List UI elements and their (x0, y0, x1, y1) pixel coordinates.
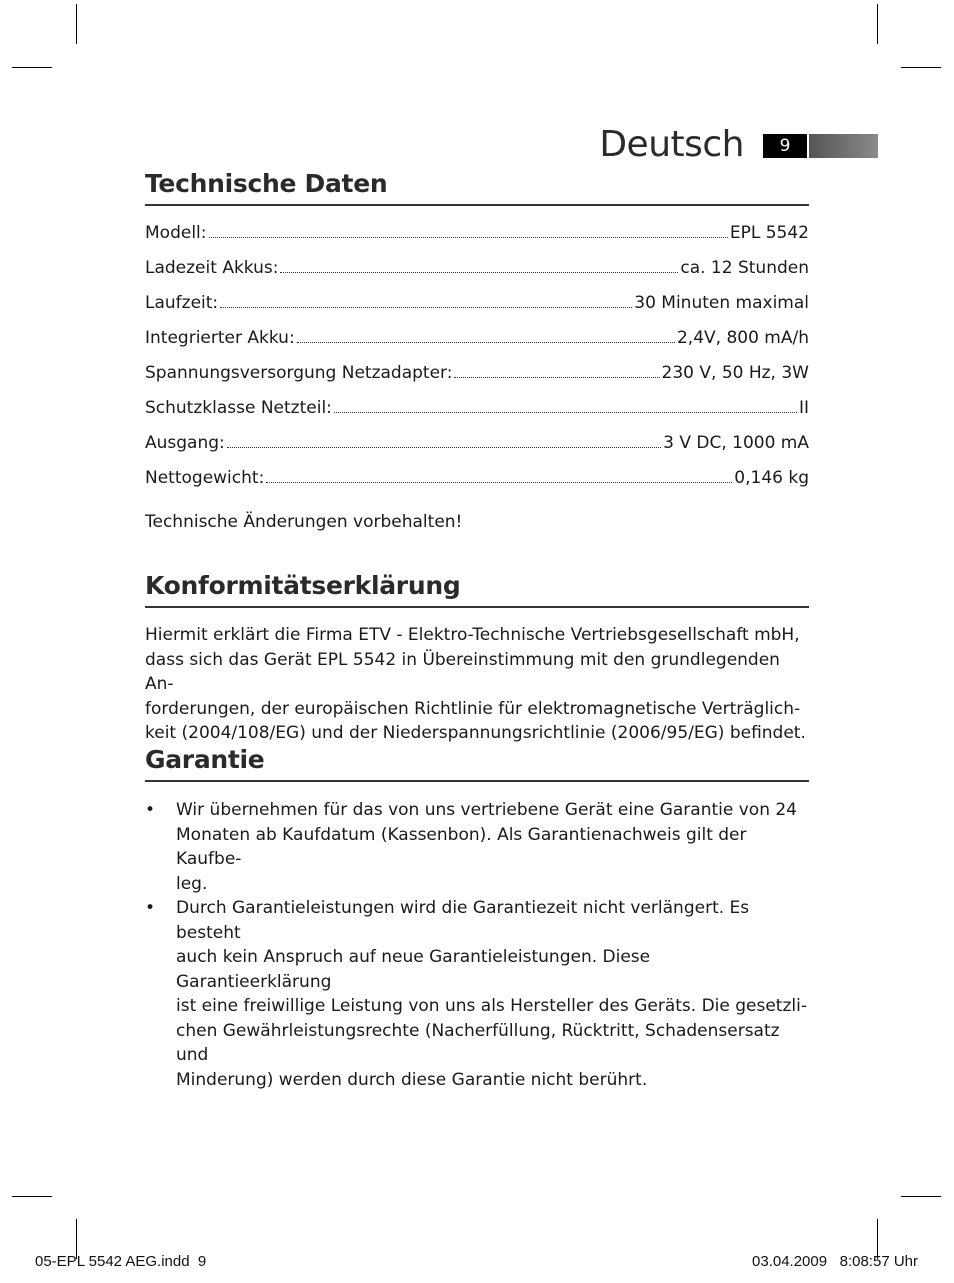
spec-value: 2,4V, 800 mA/h (676, 328, 809, 348)
footer-date: 03.04.2009 (752, 1253, 828, 1270)
crop-mark (901, 67, 941, 68)
dot-leader (297, 341, 675, 343)
dot-leader (266, 481, 732, 483)
warranty-item-line: leg. (176, 873, 208, 894)
spec-value: EPL 5542 (729, 223, 809, 243)
spec-row (145, 292, 809, 327)
spec-value: ca. 12 Stunden (680, 258, 809, 278)
spec-label: Integrierter Akku: (145, 328, 295, 348)
warranty-item-line: Durch Garantieleistungen wird die Garantiezeit nicht verlängert. Es besteht (176, 898, 750, 943)
crop-mark (901, 1196, 941, 1197)
dot-leader (220, 306, 632, 308)
warranty-item-line: Minderung) werden durch diese Garantie nicht berührt. (176, 1069, 648, 1090)
technical-note: Technische Änderungen vorbehalten! (145, 512, 463, 532)
conformity-line: Hiermit erklärt die Firma ETV - Elektro-Technische Vertriebsgesellschaft mbH, (145, 625, 800, 645)
crop-mark (12, 67, 52, 68)
spec-label: Ladezeit Akkus: (145, 258, 279, 278)
warranty-item-line: ist eine freiwillige Leistung von uns als Hersteller des Geräts. Die gesetzli- (176, 996, 807, 1016)
spec-label: Modell: (145, 223, 207, 243)
spec-list (145, 222, 809, 502)
spec-row (145, 327, 809, 362)
conformity-line: dass sich das Gerät EPL 5542 in Übereinstimmung mit den grundlegenden An- (145, 649, 780, 694)
warranty-item (145, 798, 809, 896)
spec-value: 230 V, 50 Hz, 3W (661, 363, 809, 383)
spec-value: 3 V DC, 1000 mA (663, 433, 809, 453)
dot-leader (280, 271, 678, 273)
spec-label: Schutzklasse Netzteil: (145, 398, 332, 418)
dot-leader (227, 446, 661, 448)
footer-time: 8:08:57 Uhr (839, 1253, 918, 1270)
spec-row (145, 467, 809, 502)
conformity-section (145, 570, 809, 746)
spec-value: 0,146 kg (734, 468, 809, 488)
spec-label: Laufzeit: (145, 293, 219, 313)
conformity-heading: Konformitätserklärung (145, 570, 809, 608)
dot-leader (209, 236, 728, 238)
footer-file-info (35, 1253, 206, 1270)
bullet-icon: • (145, 800, 156, 820)
dot-leader (334, 411, 797, 413)
spec-label: Spannungsversorgung Netzadapter: (145, 363, 453, 383)
crop-mark (12, 1196, 52, 1197)
technical-data-heading: Technische Daten (145, 168, 809, 206)
conformity-line: keit (2004/108/EG) und der Niederspannungsrichtlinie (2006/95/EG) befindet. (145, 723, 806, 743)
technical-data-section (145, 168, 809, 535)
bullet-icon: • (145, 898, 156, 918)
page-number-badge: 9 (763, 134, 807, 158)
footer-file-name: 05-EPL 5542 AEG.indd (35, 1253, 190, 1270)
spec-row (145, 362, 809, 397)
spec-value: II (798, 398, 809, 418)
spec-label: Ausgang: (145, 433, 225, 453)
warranty-item-line: auch kein Anspruch auf neue Garantieleistungen. Diese Garantieerklärung (176, 947, 651, 992)
warranty-item (145, 896, 809, 1092)
spec-row (145, 222, 809, 257)
warranty-heading: Garantie (145, 744, 809, 782)
footer-timestamp (752, 1253, 918, 1270)
footer-page-number: 9 (197, 1253, 207, 1270)
spec-value: 30 Minuten maximal (634, 293, 809, 313)
language-title: Deutsch (599, 124, 744, 165)
warranty-item-line: Monaten ab Kaufdatum (Kassenbon). Als Garantienachweis gilt der Kaufbe- (176, 824, 747, 869)
spec-label: Nettogewicht: (145, 468, 265, 488)
crop-mark (877, 4, 878, 44)
conformity-line: forderungen, der europäischen Richtlinie für elektromagnetische Verträglich- (145, 698, 801, 719)
warranty-list (145, 798, 809, 1092)
warranty-item-line: chen Gewährleistungsrechte (Nacherfüllung, Rücktritt, Schadensersatz und (176, 1020, 780, 1065)
spec-row (145, 257, 809, 292)
conformity-paragraph (145, 623, 809, 746)
spec-row (145, 432, 809, 467)
spec-row (145, 397, 809, 432)
crop-mark (76, 4, 77, 44)
dot-leader (454, 376, 659, 378)
page-header-bar (809, 134, 878, 158)
warranty-section (145, 744, 809, 1092)
warranty-item-line: Wir übernehmen für das von uns vertriebene Gerät eine Garantie von 24 (176, 800, 797, 820)
